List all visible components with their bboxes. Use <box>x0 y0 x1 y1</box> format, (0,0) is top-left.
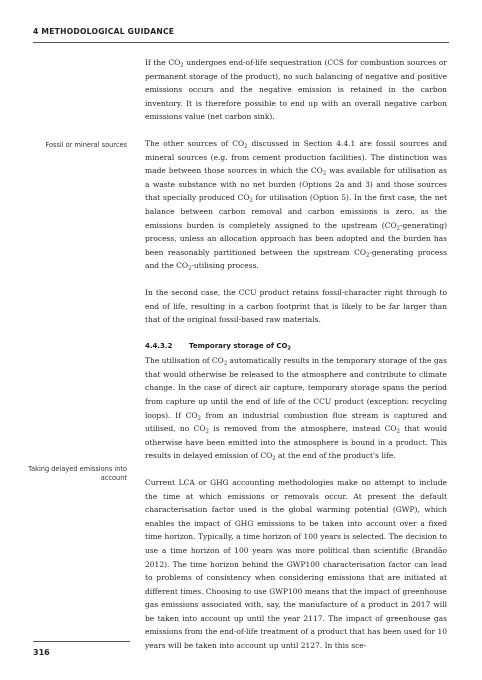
chapter-header: 4 METHODOLOGICAL GUIDANCE <box>33 27 175 36</box>
paragraph-delayed-emissions: Current LCA or GHG accounting methodologies make no attempt to include the time at which emissions or removals occur. At present the default characterisation factor used is the global warming potential (GWP), which enables the impact of GHG emissions to be taken into account over a fixed time horizon. Typically, a time horizon of 100 years is selected. The decision to use a time horizon of 100 years was more political than scientific (Brandão 2012). The time horizon behind the GWP100 characterisation factor can lead to problems of consistency when considering emissions that are initiated at different times. Choosing to use GWP100 means that the impact of greenhouse gas emissions associated with, say, the manufacture of a product in 2017 will be taken into account up until the year 2117. The impact of greenhouse gas emissions from the end-of-life treatment of a product that has been used for 10 years will be taken into account up until 2127. In this sce- <box>145 478 447 650</box>
footer-rule <box>33 641 130 642</box>
section-number: 4.4.3.2 <box>145 342 173 351</box>
page-number: 316 <box>33 648 50 657</box>
section-title: Temporary storage of $CO_2$ <box>189 342 292 352</box>
body-text <box>145 56 447 666</box>
header-rule <box>33 42 449 43</box>
section-heading <box>145 340 447 353</box>
paragraph-temporary-storage: The utilisation of $CO_2$ automatically results in the temporary storage of the gas that would otherwise be released to the atmosphere and contribute to climate change. In the case of direct air capture, temporary storage spans the period from capture up until the end of life of the CCU product (exception: recycling loops). If $CO_2$ from an industrial combustion flue stream is captured and utilised, no $CO_2$ is removed from the atmosphere, instead $CO_2$ that would otherwise have been emitted into the atmosphere is bound in a product. This results in delayed emission of $CO_2$ at the end of the product's life. <box>145 356 447 462</box>
paragraph-fossil-sources: The other sources of $CO_2$ discussed in Section 4.4.1 are fossil sources and mineral sources (e.g. from cement production facilities). The distinction was made between those sources in which the $CO_2$ was available for utilisation as a waste substance with no net burden (Options 2a and 3) and those sources that specially produced $CO_2$ for utilisation (Option 5). In the first case, the net balance between carbon removal and carbon emissions is zero, as the emissions burden is completely assigned to the upstream $(CO_2-generating)$ process, unless an allocation approach has been adopted and the burden has been reasonably partitioned between the upstream $CO_2$-generating process and the $CO_2$-utilising process. <box>145 139 447 272</box>
margin-note-fossil: Fossil or mineral sources <box>45 141 127 149</box>
paragraph-ccs: If the $CO_2$ undergoes end-of-life sequestration (CCS for combustion sources or permanent storage of the product), no such balancing of negative and positive emissions occurs and the negative emission is retained in the carbon inventory. It is therefore possible to end up with an overall negative carbon emissions value (net carbon sink). <box>145 58 447 122</box>
margin-note-delayed: Taking delayed emissions into account <box>28 465 127 482</box>
paragraph-ccu-fossil-character: In the second case, the CCU product retains fossil-character right through to end of life, resulting in a carbon footprint that is likely to be far larger than that of the original fossil-based raw materials. <box>145 288 447 325</box>
